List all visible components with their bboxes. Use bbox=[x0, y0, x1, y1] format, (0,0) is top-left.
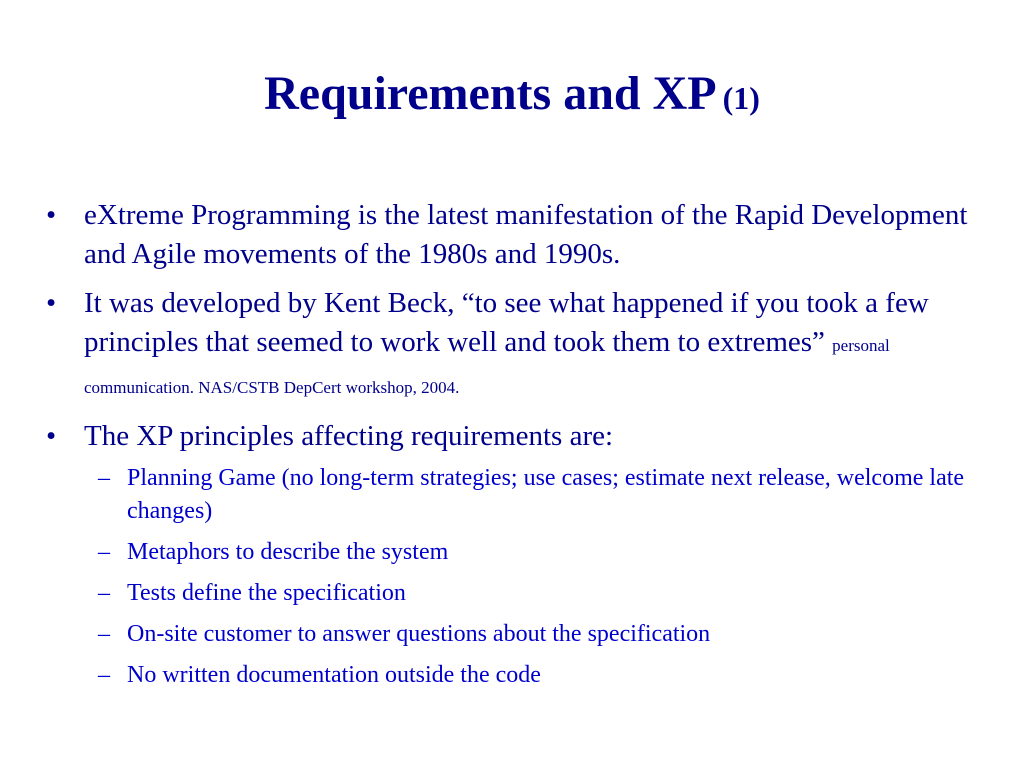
sub-bullet-text: Metaphors to describe the system bbox=[127, 539, 449, 565]
bullet-marker: • bbox=[46, 420, 57, 452]
bullet-item bbox=[40, 417, 980, 456]
slide-body bbox=[40, 196, 980, 700]
sub-bullet-item bbox=[40, 577, 980, 610]
bullet-text: eXtreme Programming is the latest manifestation of the Rapid Development and Agile movements of the 1980s and 1990s. bbox=[84, 199, 968, 270]
bullet-marker: • bbox=[46, 287, 57, 319]
dash-marker: – bbox=[98, 539, 110, 565]
dash-marker: – bbox=[98, 465, 110, 491]
bullet-text: It was developed by Kent Beck, “to see what happened if you took a few principles that seemed to work well and took them to extremes” bbox=[84, 287, 929, 358]
sub-bullet-text: On-site customer to answer questions about the specification bbox=[127, 621, 711, 647]
dash-marker: – bbox=[98, 621, 110, 647]
bullet-text: The XP principles affecting requirements are: bbox=[84, 420, 614, 452]
sub-bullet-item bbox=[40, 618, 980, 651]
sub-bullet-text: No written documentation outside the code bbox=[127, 662, 541, 688]
sub-bullet-item bbox=[40, 659, 980, 692]
dash-marker: – bbox=[98, 662, 110, 688]
bullet-item bbox=[40, 196, 980, 274]
bullet-citation: personal communication. NAS/CSTB DepCert workshop, 2004. bbox=[84, 336, 890, 397]
sub-bullet-text: Planning Game (no long-term strategies; use cases; estimate next release, welcome late changes) bbox=[127, 465, 965, 524]
sub-bullet-list bbox=[40, 462, 980, 692]
sub-bullet-item bbox=[40, 536, 980, 569]
slide-title bbox=[0, 67, 1024, 120]
title-text: Requirements and XP bbox=[264, 67, 717, 120]
sub-bullet-item bbox=[40, 462, 980, 528]
sub-bullet-text: Tests define the specification bbox=[127, 580, 406, 606]
bullet-marker: • bbox=[46, 199, 57, 231]
dash-marker: – bbox=[98, 580, 110, 606]
title-suffix: (1) bbox=[722, 80, 760, 116]
bullet-item bbox=[40, 284, 980, 407]
